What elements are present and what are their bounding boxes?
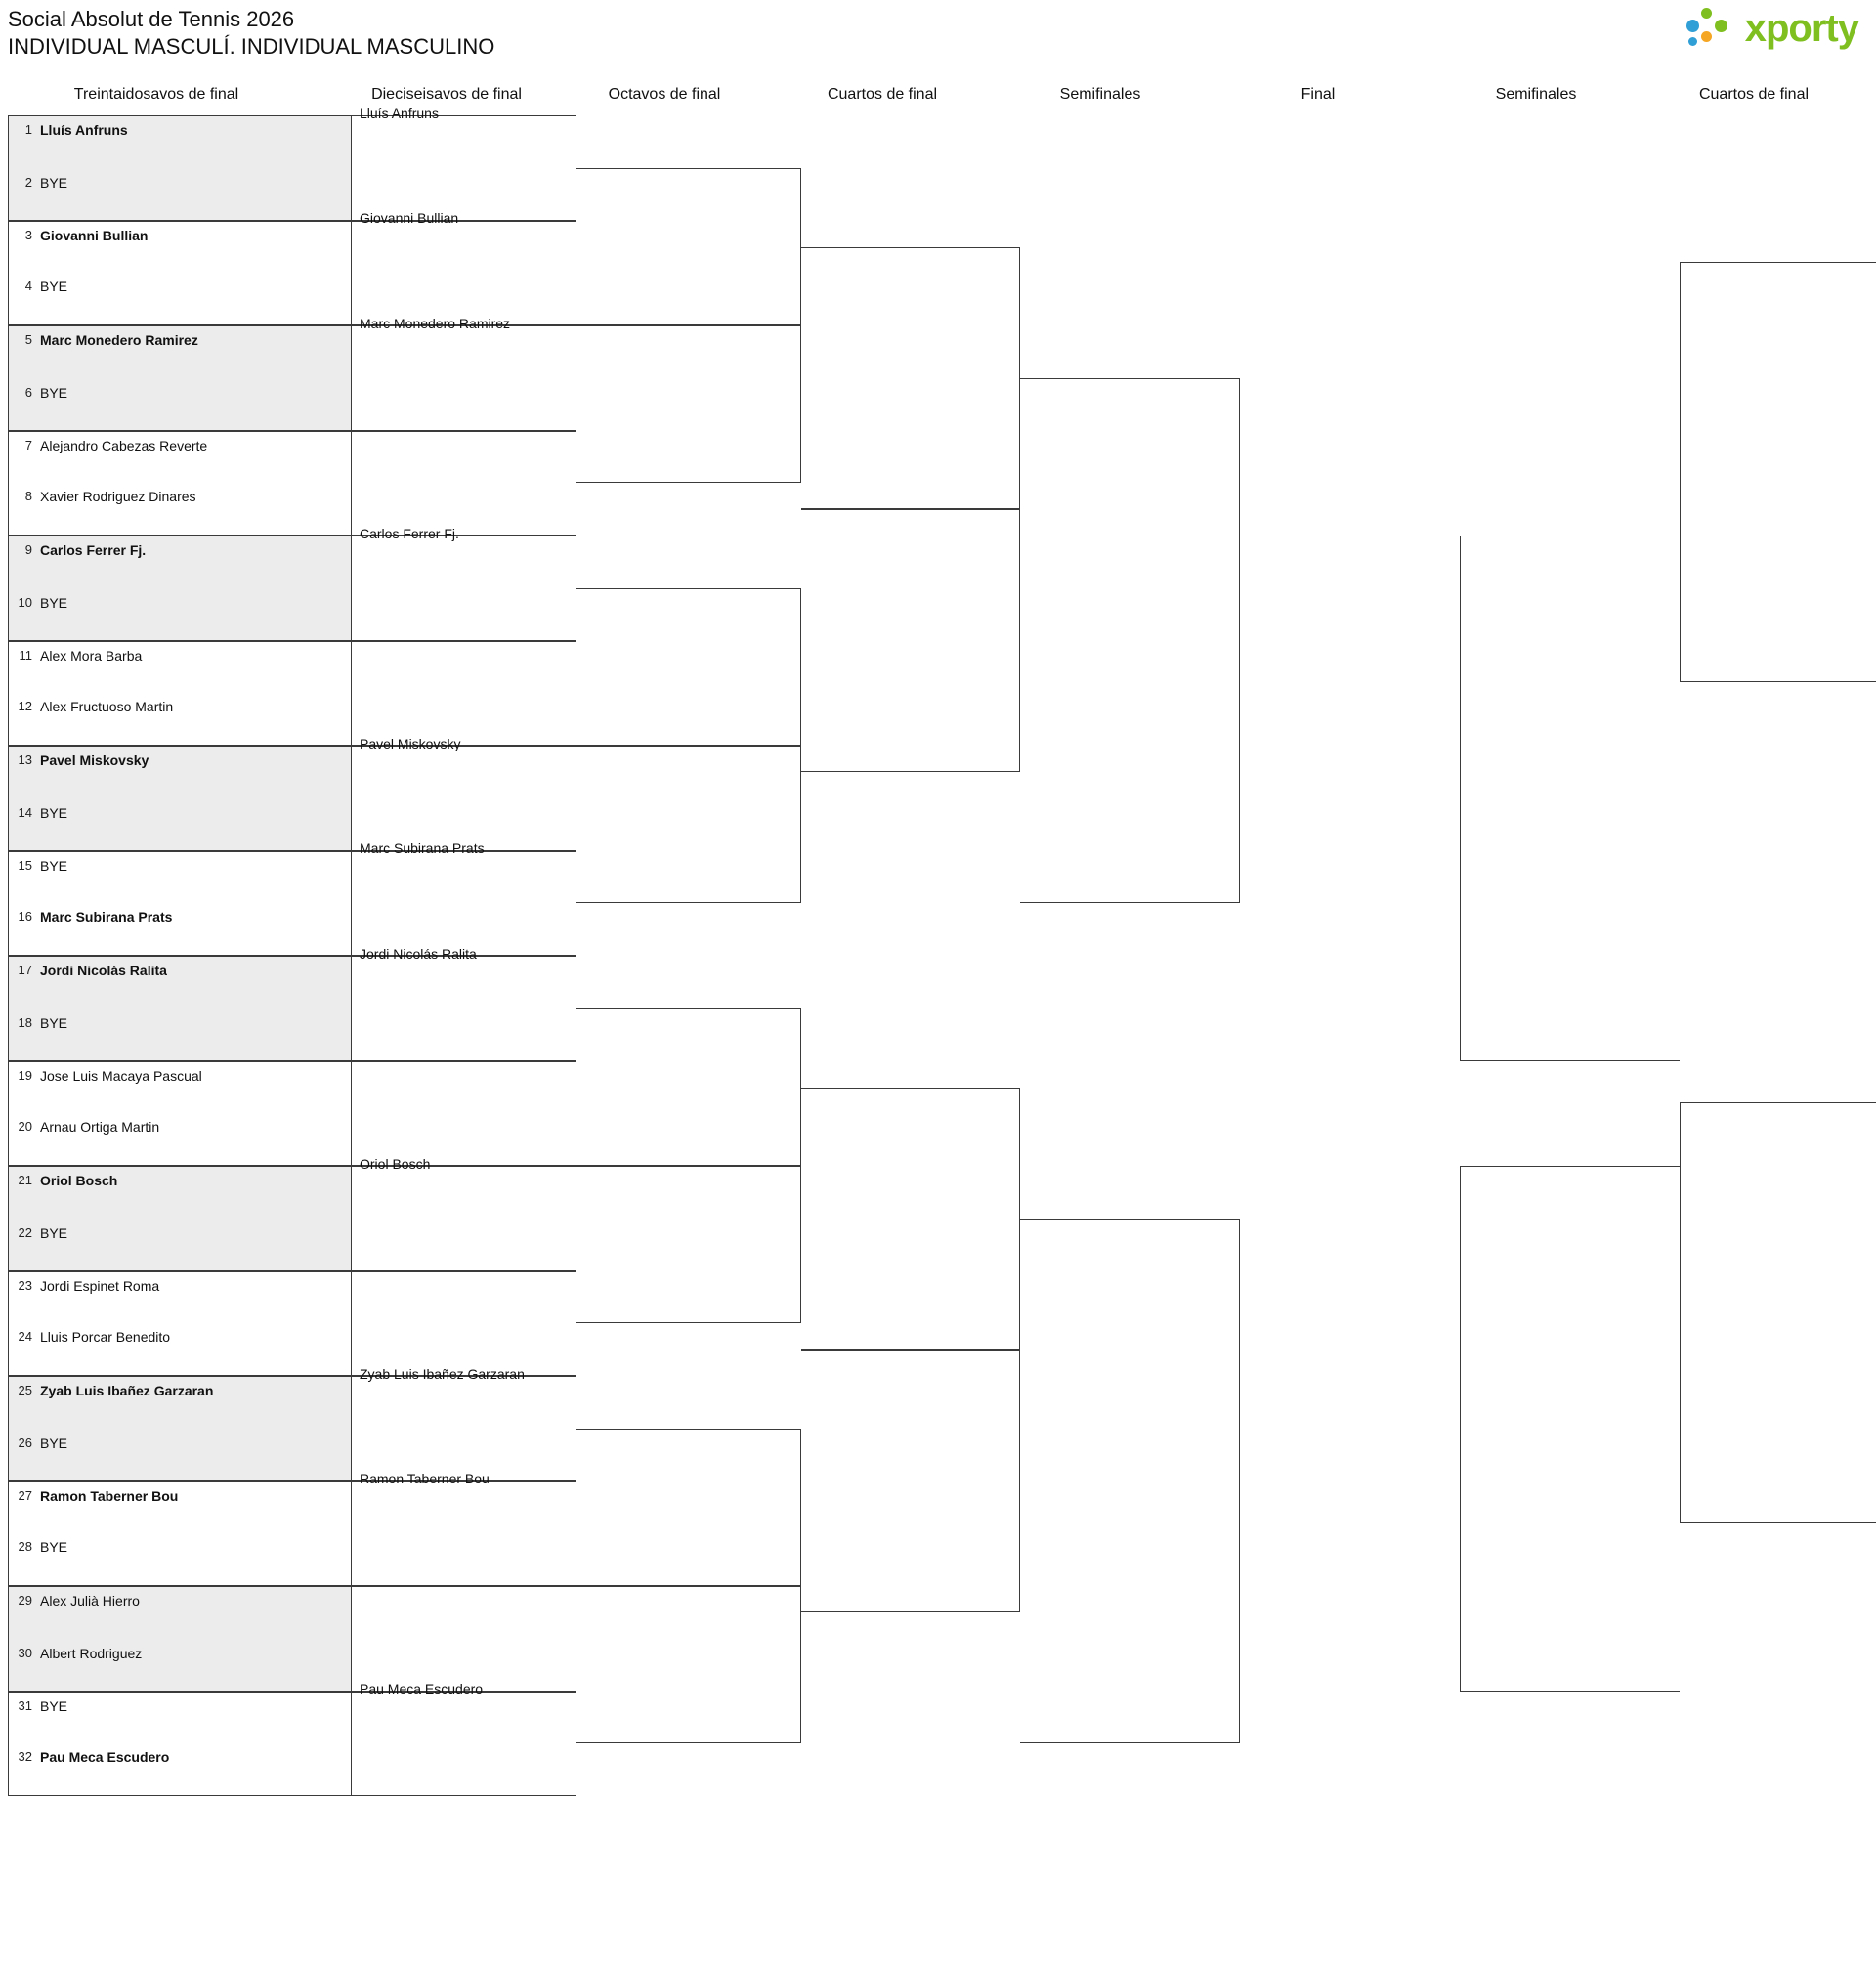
match-label-r2-5: Carlos Ferrer Fj.: [360, 526, 459, 541]
seed-row-22[interactable]: [8, 1220, 352, 1271]
seed-player: Marc Subirana Prats: [40, 909, 173, 924]
match-box-r3-4[interactable]: [576, 746, 801, 903]
match-box-sf-1[interactable]: [1020, 378, 1240, 903]
match-box-r2-3[interactable]: [352, 325, 576, 431]
category-title: INDIVIDUAL MASCULÍ. INDIVIDUAL MASCULINO: [8, 34, 495, 59]
seed-row-16[interactable]: [8, 903, 352, 956]
match-box-r2-8[interactable]: [352, 851, 576, 956]
round-header-3: Cuartos de final: [827, 86, 938, 103]
round-header-0: Treintaidosavos de final: [73, 86, 239, 103]
seed-player: BYE: [40, 385, 68, 401]
seed-player: Albert Rodriguez: [40, 1646, 143, 1661]
seed-player: Jose Luis Macaya Pascual: [40, 1068, 202, 1084]
match-box-r3-3[interactable]: [576, 588, 801, 746]
match-box-r2-2[interactable]: [352, 221, 576, 325]
match-label-r2-3: Marc Monedero Ramirez: [360, 316, 511, 331]
seed-number: 24: [18, 1329, 32, 1344]
seed-row-24[interactable]: [8, 1323, 352, 1376]
seed-row-8[interactable]: [8, 483, 352, 536]
seed-number: 11: [19, 648, 32, 663]
match-box-r3-6[interactable]: [576, 1166, 801, 1323]
match-box-r2-6[interactable]: [352, 641, 576, 746]
seed-player: Zyab Luis Ibañez Garzaran: [40, 1383, 214, 1398]
seed-row-30[interactable]: [8, 1640, 352, 1692]
seed-number: 9: [24, 542, 32, 557]
seed-number: 5: [24, 332, 32, 347]
seed-number: 1: [24, 122, 32, 137]
match-label-r2-7: Pavel Miskovsky: [360, 736, 461, 751]
seed-number: 16: [18, 909, 32, 923]
seed-player: Lluis Porcar Benedito: [40, 1329, 171, 1345]
match-box-r2-10[interactable]: [352, 1061, 576, 1166]
seed-player: Pavel Miskovsky: [40, 752, 149, 768]
seed-player: Pau Meca Escudero: [40, 1749, 170, 1765]
match-label-r2-14: Ramon Taberner Bou: [360, 1471, 490, 1486]
seed-number: 14: [18, 805, 32, 820]
seed-player: Alex Julià Hierro: [40, 1593, 140, 1609]
round-header-7: Cuartos de final: [1698, 86, 1810, 103]
seed-row-14[interactable]: [8, 799, 352, 851]
match-box-r3-8[interactable]: [576, 1586, 801, 1743]
match-box-r3-7[interactable]: [576, 1429, 801, 1586]
seed-number: 23: [18, 1278, 32, 1293]
match-box-right-sf-1[interactable]: [1460, 536, 1680, 1061]
seed-row-28[interactable]: [8, 1533, 352, 1586]
seed-number: 6: [24, 385, 32, 400]
seed-row-10[interactable]: [8, 589, 352, 641]
match-box-right-qf-1[interactable]: [1680, 262, 1876, 682]
seed-player: BYE: [40, 1436, 68, 1451]
seed-player: BYE: [40, 175, 68, 191]
match-box-r2-5[interactable]: [352, 536, 576, 641]
seed-number: 31: [18, 1698, 32, 1713]
seed-number: 32: [18, 1749, 32, 1764]
seed-player: BYE: [40, 1539, 68, 1555]
seed-player: Alejandro Cabezas Reverte: [40, 438, 208, 453]
seed-number: 30: [18, 1646, 32, 1660]
seed-player: Marc Monedero Ramirez: [40, 332, 198, 348]
match-box-r4-4[interactable]: [801, 1350, 1020, 1612]
match-label-r2-11: Oriol Bosch: [360, 1156, 431, 1172]
seed-number: 10: [18, 595, 32, 610]
seed-number: 18: [18, 1015, 32, 1030]
match-label-r2-9: Jordi Nicolás Ralita: [360, 946, 477, 962]
seed-number: 29: [18, 1593, 32, 1608]
bracket-canvas: [0, 106, 1876, 1855]
logo-dots-icon: [1686, 6, 1737, 51]
seed-player: BYE: [40, 858, 68, 874]
match-box-r3-1[interactable]: [576, 168, 801, 325]
seed-number: 22: [18, 1225, 32, 1240]
seed-number: 12: [18, 699, 32, 713]
seed-row-26[interactable]: [8, 1430, 352, 1481]
seed-player: Xavier Rodriguez Dinares: [40, 489, 196, 504]
match-box-right-qf-2[interactable]: [1680, 1102, 1876, 1523]
seed-number: 25: [18, 1383, 32, 1397]
seed-player: Giovanni Bullian: [40, 228, 149, 243]
seed-number: 2: [24, 175, 32, 190]
match-box-r2-14[interactable]: [352, 1481, 576, 1586]
seed-number: 7: [24, 438, 32, 452]
seed-row-32[interactable]: [8, 1743, 352, 1796]
seed-row-12[interactable]: [8, 693, 352, 746]
match-box-r2-13[interactable]: [352, 1376, 576, 1481]
seed-player: Jordi Nicolás Ralita: [40, 963, 167, 978]
seed-number: 3: [24, 228, 32, 242]
seed-player: Ramon Taberner Bou: [40, 1488, 179, 1504]
seed-player: Lluís Anfruns: [40, 122, 128, 138]
match-box-sf-2[interactable]: [1020, 1219, 1240, 1743]
match-label-r2-1: Lluís Anfruns: [360, 106, 439, 121]
seed-player: Alex Mora Barba: [40, 648, 143, 664]
seed-player: BYE: [40, 1225, 68, 1241]
match-box-r2-7[interactable]: [352, 746, 576, 851]
seed-number: 26: [18, 1436, 32, 1450]
round-header-6: Semifinales: [1495, 86, 1577, 103]
seed-number: 4: [24, 279, 32, 293]
seed-number: 15: [18, 858, 32, 873]
seed-player: BYE: [40, 595, 68, 611]
match-label-r2-16: Pau Meca Escudero: [360, 1681, 484, 1696]
seed-player: BYE: [40, 1015, 68, 1031]
seed-player: BYE: [40, 279, 68, 294]
match-box-right-sf-2[interactable]: [1460, 1166, 1680, 1692]
match-box-r4-1[interactable]: [801, 247, 1020, 509]
seed-number: 28: [18, 1539, 32, 1554]
seed-player: BYE: [40, 1698, 68, 1714]
match-label-r2-13: Zyab Luis Ibañez Garzaran: [360, 1366, 525, 1382]
tournament-title: Social Absolut de Tennis 2026: [8, 7, 295, 31]
seed-player: Arnau Ortiga Martin: [40, 1119, 160, 1135]
match-box-r2-16[interactable]: [352, 1692, 576, 1796]
seed-number: 19: [18, 1068, 32, 1083]
seed-player: Jordi Espinet Roma: [40, 1278, 160, 1294]
match-box-r2-15[interactable]: [352, 1586, 576, 1692]
seed-row-2[interactable]: [8, 169, 352, 221]
match-box-r2-9[interactable]: [352, 956, 576, 1061]
seed-player: Carlos Ferrer Fj.: [40, 542, 147, 558]
match-label-r2-8: Marc Subirana Prats: [360, 840, 485, 856]
match-label-r2-2: Giovanni Bullian: [360, 210, 459, 226]
match-box-r4-3[interactable]: [801, 1088, 1020, 1350]
seed-number: 8: [24, 489, 32, 503]
match-box-r3-2[interactable]: [576, 325, 801, 483]
page-title: [8, 6, 494, 61]
round-header-1: Dieciseisavos de final: [371, 86, 522, 103]
logo-wordmark: xporty: [1744, 7, 1858, 50]
seed-number: 27: [18, 1488, 32, 1503]
match-box-r2-1[interactable]: [352, 115, 576, 221]
seed-number: 21: [18, 1173, 32, 1187]
round-header-row: [0, 86, 1876, 111]
seed-row-20[interactable]: [8, 1113, 352, 1166]
seed-number: 17: [18, 963, 32, 977]
round-header-5: Final: [1300, 86, 1336, 103]
match-box-r4-2[interactable]: [801, 509, 1020, 772]
seed-row-4[interactable]: [8, 273, 352, 325]
round-header-2: Octavos de final: [608, 86, 721, 103]
seed-player: Alex Fructuoso Martin: [40, 699, 174, 714]
seed-row-18[interactable]: [8, 1009, 352, 1061]
match-box-r2-11[interactable]: [352, 1166, 576, 1271]
match-box-r3-5[interactable]: [576, 1008, 801, 1166]
seed-player: Oriol Bosch: [40, 1173, 118, 1188]
xporty-logo: [1686, 6, 1858, 51]
match-box-r2-12[interactable]: [352, 1271, 576, 1376]
round-header-4: Semifinales: [1059, 86, 1141, 103]
seed-number: 20: [18, 1119, 32, 1134]
seed-row-6[interactable]: [8, 379, 352, 431]
seed-player: BYE: [40, 805, 68, 821]
seed-number: 13: [18, 752, 32, 767]
match-box-r2-4[interactable]: [352, 431, 576, 536]
